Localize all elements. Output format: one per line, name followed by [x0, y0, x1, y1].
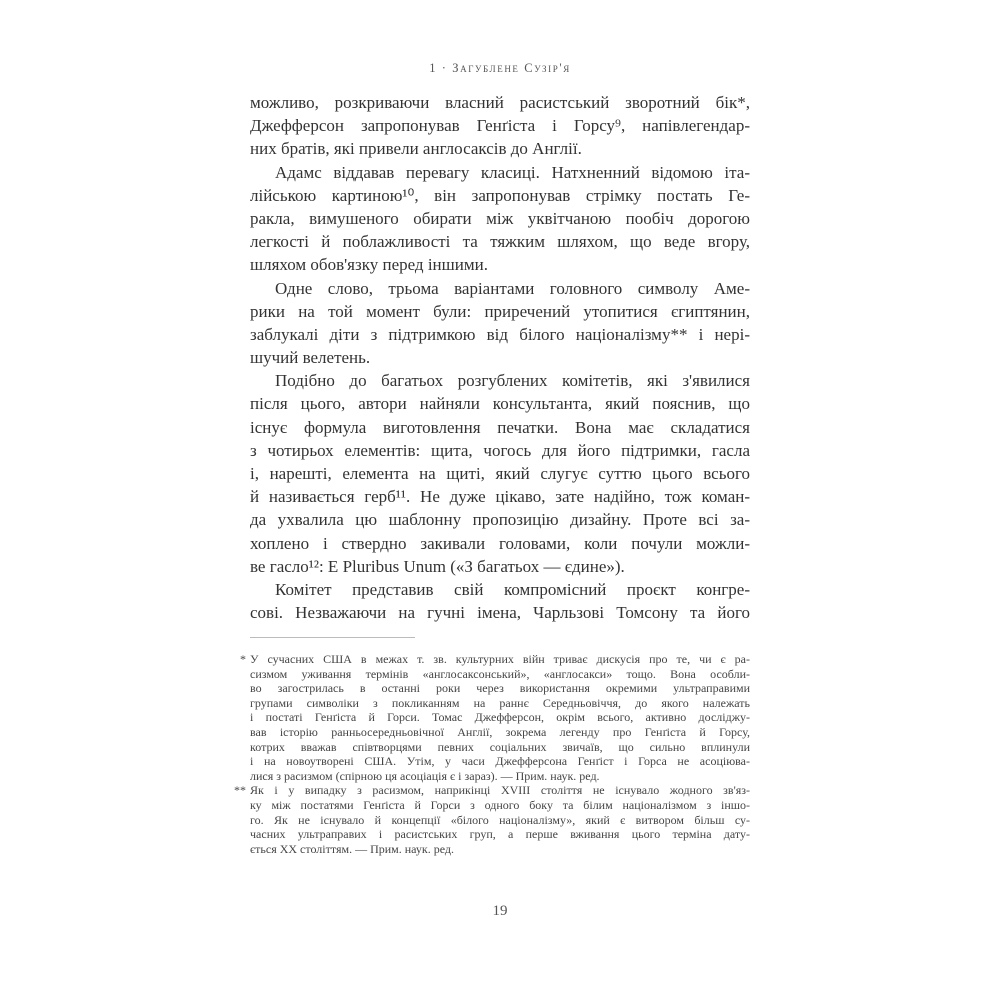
- text-line: хоплено і ствердно закивали головами, коли почули можли-: [250, 533, 750, 553]
- footnote-line: лися з расизмом (спірною ця асоціація є і зараз). — Прим. наук. ред.: [250, 768, 600, 783]
- paragraph: [250, 277, 750, 370]
- body-text: [250, 91, 750, 624]
- text-line: Подібно до багатьох розгублених комітетів, які з'явилися: [275, 371, 750, 391]
- text-line: існує формула виготовлення печатки. Вона має складатися: [250, 417, 750, 437]
- text-line: лійською картиною¹⁰, він запропонував стрімку постать Ге-: [250, 185, 750, 205]
- text-line: шляхом обов'язку перед іншими.: [250, 255, 488, 275]
- paragraph: [250, 578, 750, 624]
- footnote-marker: *: [240, 652, 246, 666]
- footnote-line: групами символіки з покликанням на раннє Середньовіччя, до якого належать: [250, 695, 750, 710]
- footnote-marker: **: [234, 783, 246, 798]
- text-line: них братів, які привели англосаксів до Англії.: [250, 139, 582, 159]
- text-line: з чотирьох елементів: щита, чогось для його підтримки, гасла: [250, 440, 750, 460]
- text-line: Джефферсон запропонував Генґіста і Горсу⁹, напівлегендар-: [250, 116, 750, 136]
- text-line: шучий велетень.: [250, 348, 371, 368]
- paragraph: [250, 161, 750, 277]
- footnote-line: і на новоутворені США. Утім, у часи Джефферсона Генґіст і Горса не асоціюва-: [250, 754, 750, 769]
- footnote: [240, 652, 750, 783]
- footnote-line: сизмом уживання термінів «англосаксонський», «англосакси» тощо. Вона особли-: [250, 666, 750, 681]
- footnote-divider: [250, 637, 415, 638]
- text-line: Одне слово, трьома варіантами головного символу Аме-: [275, 278, 750, 298]
- footnote-line: У сучасних США в межах т. зв. культурних війн триває дискусія про те, чи є ра-: [250, 652, 750, 666]
- text-line: можливо, розкриваючи власний расистський зворотний бік*,: [250, 93, 750, 112]
- text-line: сові. Незважаючи на гучні імена, Чарльзові Томсону та його: [250, 603, 750, 623]
- running-header: 1 · Загублене Сузір'я: [429, 61, 571, 75]
- footnote-line: го. Як не існувало й концепції «білого націоналізму», який є витвором більш су-: [250, 812, 750, 827]
- text-line: рики на той момент були: приречений утопитися єгиптянин,: [250, 301, 750, 321]
- text-line: Адамс віддавав перевагу класиці. Натхненний відомою іта-: [275, 162, 750, 182]
- text-line: да ухвалила цю шаблонну пропозицію дизайну. Проте всі за-: [250, 510, 750, 530]
- footnote-line: і постаті Генґіста й Горси. Томас Джефферсон, окрім всього, активно досліджу-: [250, 710, 750, 725]
- footnote-line: вав історію ранньосередньовічної Англії, зокрема легенду про Генґіста й Горсу,: [250, 724, 750, 739]
- text-line: Комітет представив свій компромісний проєкт конгре-: [275, 579, 750, 599]
- text-line: і, нарешті, елемента на щиті, який слугує суттю цього всього: [250, 464, 750, 483]
- text-line: ве гасло¹²: E Pluribus Unum («З багатьох — єдине»).: [250, 556, 625, 576]
- text-line: заблукалі діти з підтримкою від білого націоналізму** і нері-: [250, 324, 750, 344]
- footnote-line: ється XX століттям. — Прим. наук. ред.: [250, 841, 454, 856]
- footnote-line: часних ультраправих і расистських груп, а перше вживання цього терміна дату-: [250, 827, 750, 842]
- paragraph: [250, 369, 750, 578]
- text-line: й називається герб¹¹. Не дуже цікаво, зате надійно, тож коман-: [250, 487, 750, 507]
- paragraph: [250, 91, 750, 161]
- footnote-line: во загострилась в останні роки через використання окремими ультраправими: [250, 681, 750, 696]
- footnote-line: Як і у випадку з расизмом, наприкінці XVIII століття не існувало жодного зв'яз-: [250, 783, 750, 798]
- text-line: після цього, автори найняли консультанта, який пояснив, що: [250, 394, 750, 414]
- footnote: [234, 783, 750, 856]
- footnote-line: ку між постатями Генґіста й Горси з одного боку та білим націоналізмом з іншо-: [250, 797, 750, 812]
- footnotes: [234, 652, 750, 856]
- text-line: ракла, вимушеного обирати між уквітчаною пообіч дорогою: [250, 208, 750, 228]
- page-number: 19: [492, 903, 508, 919]
- footnote-line: котрих вважав співтворцями певних соціальних звичаїв, що сильно вплинули: [250, 739, 750, 754]
- text-line: легкості й поблажливості та тяжким шляхом, що веде вгору,: [250, 232, 750, 252]
